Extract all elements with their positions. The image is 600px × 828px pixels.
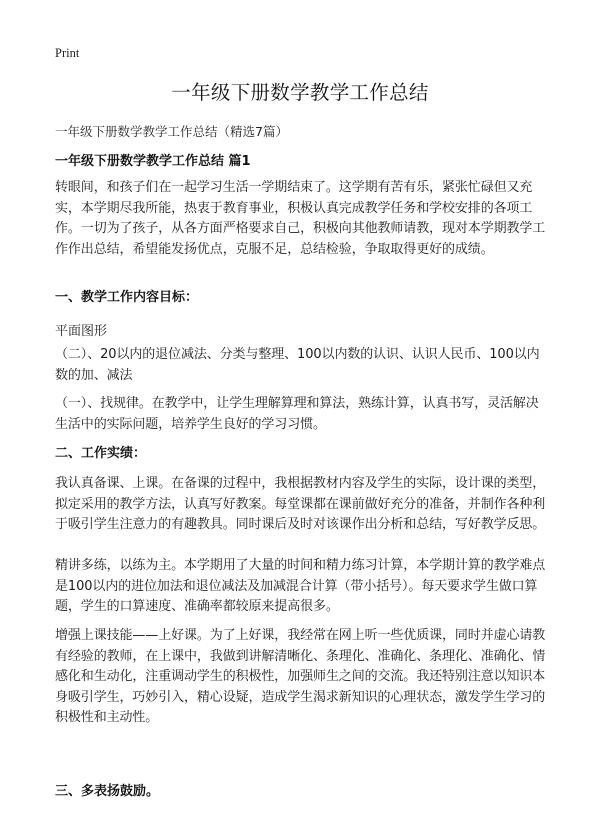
- results-paragraph-2: 精讲多练，以练为主。本学期用了大量的时间和精力练习计算，本学期计算的教学难点是100以内的进位加法和退位减法及加减混合计算（带小括号）。每天要求学生做口算题，学生的口算速度、准确率都较原来提高很多。: [55, 558, 546, 614]
- results-paragraph-1: 我认真备课、上课。在备课的过程中，我根据教材内容及学生的实际，设计课的类型，拟定采用的教学方法，认真写好教案。每堂课都在课前做好充分的准备，并制作各种利于吸引学生注意力的有趣教具。同时课后及时对该课作出分析和总结，写好教学反思。: [55, 476, 546, 532]
- goal-item-one: （一）、找规律。在教学中，让学生理解算理和算法，熟练计算，认真书写，灵活解决生活中的实际问题，培养学生良好的学习习惯。: [55, 396, 539, 432]
- goal-item-plane: 平面图形: [55, 324, 108, 339]
- document-subtitle: 一年级下册数学教学工作总结（精选7篇）: [55, 124, 288, 139]
- section-heading-goals: 一、教学工作内容目标：: [55, 290, 199, 305]
- page-title: 一年级下册数学教学工作总结: [171, 81, 429, 104]
- goal-item-two: （二）、20以内的退位减法、分类与整理、100以内数的认识、认识人民币、100以内数的加、减法: [55, 347, 540, 383]
- intro-paragraph: 转眼间，和孩子们在一起学习生活一学期结束了。这学期有苦有乐，紧张忙碌但又充实，本学期尽我所能，热衷于教育事业，积极认真完成教学任务和学校安排的各项工作。一切为了孩子，从各方面严格要求自己，积极向其他教师请教，现对本学期教学工作作出总结，希望能发扬优点，克服不足，总结检验，争取取得更好的成绩。: [55, 180, 546, 257]
- section-heading-praise: 三、多表扬鼓励。: [55, 784, 160, 799]
- print-link[interactable]: Print: [55, 46, 80, 60]
- section-heading-results: 二、工作实绩：: [55, 446, 147, 461]
- results-paragraph-3: 增强上课技能——上好课。为了上好课，我经常在网上听一些优质课，同时并虚心请教有经验的教师，在上课中，我做到讲解清晰化、条理化、准确化、条理化、准确化、情感化和生动化，注重调动学生的积极性，加强师生之间的交流。我还特别注意以知识本身吸引学生，巧妙引入，精心设疑，造成学生渴求新知识的心理状态，激发学生学习的积极性和主动性。: [55, 628, 546, 725]
- part-heading: 一年级下册数学教学工作总结 篇1: [55, 154, 251, 169]
